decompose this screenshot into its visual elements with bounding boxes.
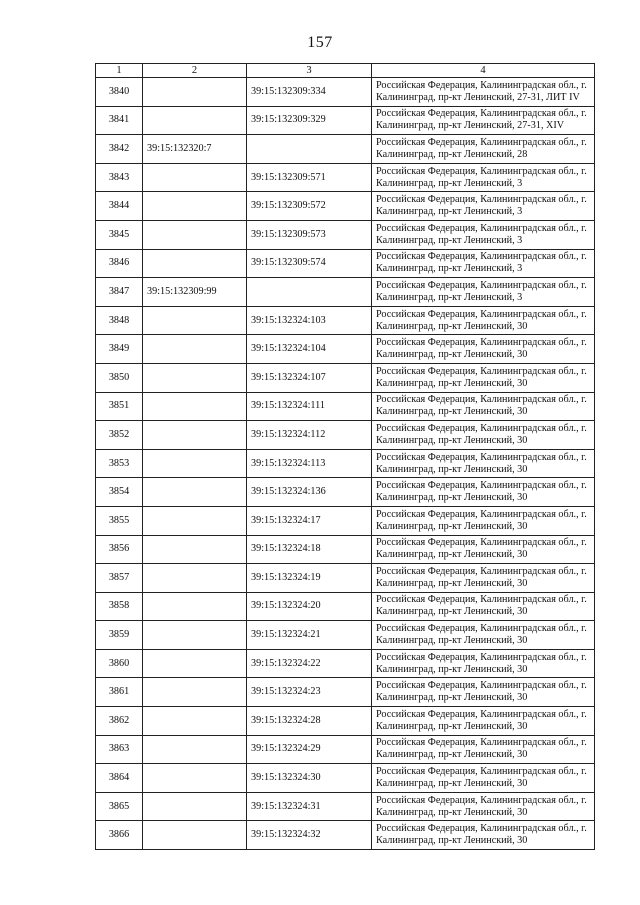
object-number-cell: 39:15:132324:112 — [247, 421, 372, 450]
parcel-number-cell — [143, 792, 247, 821]
object-number-cell: 39:15:132324:21 — [247, 621, 372, 650]
object-number-cell — [247, 135, 372, 164]
address-cell: Российская Федерация, Калининградская обл., г. Калининград, пр-кт Ленинский, 30 — [372, 792, 595, 821]
row-number-cell: 3848 — [96, 306, 143, 335]
parcel-number-cell — [143, 306, 247, 335]
object-number-cell: 39:15:132309:329 — [247, 106, 372, 135]
object-number-cell: 39:15:132309:334 — [247, 78, 372, 107]
row-number-cell: 3842 — [96, 135, 143, 164]
address-cell: Российская Федерация, Калининградская обл., г. Калининград, пр-кт Ленинский, 30 — [372, 735, 595, 764]
table-row — [96, 106, 595, 135]
address-cell: Российская Федерация, Калининградская обл., г. Калининград, пр-кт Ленинский, 30 — [372, 678, 595, 707]
parcel-number-cell — [143, 506, 247, 535]
table-row — [96, 764, 595, 793]
table-row — [96, 306, 595, 335]
object-number-cell: 39:15:132324:107 — [247, 363, 372, 392]
page-number: 157 — [307, 34, 333, 51]
parcel-number-cell — [143, 592, 247, 621]
row-number-cell: 3855 — [96, 506, 143, 535]
header-row — [96, 64, 595, 78]
address-cell: Российская Федерация, Калининградская обл., г. Калининград, пр-кт Ленинский, 27-31, XIV — [372, 106, 595, 135]
table-row — [96, 163, 595, 192]
table-row — [96, 735, 595, 764]
header-col-2: 2 — [143, 64, 247, 78]
parcel-number-cell — [143, 707, 247, 736]
parcel-number-cell — [143, 106, 247, 135]
object-number-cell: 39:15:132324:18 — [247, 535, 372, 564]
object-number-cell: 39:15:132324:103 — [247, 306, 372, 335]
row-number-cell: 3851 — [96, 392, 143, 421]
object-number-cell: 39:15:132309:572 — [247, 192, 372, 221]
table-row — [96, 564, 595, 593]
parcel-number-cell — [143, 764, 247, 793]
object-number-cell: 39:15:132324:30 — [247, 764, 372, 793]
address-cell: Российская Федерация, Калининградская обл., г. Калининград, пр-кт Ленинский, 30 — [372, 421, 595, 450]
table-row — [96, 506, 595, 535]
parcel-number-cell — [143, 249, 247, 278]
parcel-number-cell — [143, 220, 247, 249]
row-number-cell: 3856 — [96, 535, 143, 564]
table-row — [96, 78, 595, 107]
address-cell: Российская Федерация, Калининградская обл., г. Калининград, пр-кт Ленинский, 30 — [372, 363, 595, 392]
object-number-cell: 39:15:132324:22 — [247, 649, 372, 678]
table-row — [96, 821, 595, 850]
table-row — [96, 363, 595, 392]
row-number-cell: 3865 — [96, 792, 143, 821]
parcel-number-cell — [143, 363, 247, 392]
table-header — [96, 64, 595, 78]
address-cell: Российская Федерация, Калининградская обл., г. Калининград, пр-кт Ленинский, 3 — [372, 278, 595, 307]
address-cell: Российская Федерация, Калининградская обл., г. Калининград, пр-кт Ленинский, 27-31, ЛИТ IV — [372, 78, 595, 107]
row-number-cell: 3844 — [96, 192, 143, 221]
object-number-cell: 39:15:132324:17 — [247, 506, 372, 535]
address-cell: Российская Федерация, Калининградская обл., г. Калининград, пр-кт Ленинский, 30 — [372, 649, 595, 678]
address-cell: Российская Федерация, Калининградская обл., г. Калининград, пр-кт Ленинский, 30 — [372, 306, 595, 335]
parcel-number-cell — [143, 78, 247, 107]
table-row — [96, 449, 595, 478]
parcel-number-cell — [143, 335, 247, 364]
row-number-cell: 3864 — [96, 764, 143, 793]
address-cell: Российская Федерация, Калининградская обл., г. Калининград, пр-кт Ленинский, 3 — [372, 163, 595, 192]
table-row — [96, 649, 595, 678]
parcel-number-cell — [143, 163, 247, 192]
parcel-number-cell — [143, 421, 247, 450]
address-cell: Российская Федерация, Калининградская обл., г. Калининград, пр-кт Ленинский, 30 — [372, 392, 595, 421]
address-cell: Российская Федерация, Калининградская обл., г. Калининград, пр-кт Ленинский, 30 — [372, 821, 595, 850]
row-number-cell: 3845 — [96, 220, 143, 249]
table-row — [96, 335, 595, 364]
parcel-number-cell: 39:15:132309:99 — [143, 278, 247, 307]
table-row — [96, 249, 595, 278]
row-number-cell: 3859 — [96, 621, 143, 650]
header-col-4: 4 — [372, 64, 595, 78]
row-number-cell: 3860 — [96, 649, 143, 678]
table-row — [96, 278, 595, 307]
address-cell: Российская Федерация, Калининградская обл., г. Калининград, пр-кт Ленинский, 30 — [372, 335, 595, 364]
row-number-cell: 3858 — [96, 592, 143, 621]
header-col-1: 1 — [96, 64, 143, 78]
parcel-number-cell — [143, 735, 247, 764]
table-row — [96, 707, 595, 736]
object-number-cell: 39:15:132324:23 — [247, 678, 372, 707]
address-cell: Российская Федерация, Калининградская обл., г. Калининград, пр-кт Ленинский, 3 — [372, 192, 595, 221]
parcel-number-cell — [143, 678, 247, 707]
row-number-cell: 3852 — [96, 421, 143, 450]
parcel-number-cell — [143, 821, 247, 850]
table-row — [96, 220, 595, 249]
row-number-cell: 3846 — [96, 249, 143, 278]
row-number-cell: 3850 — [96, 363, 143, 392]
table-row — [96, 592, 595, 621]
registry-table — [95, 63, 595, 850]
row-number-cell: 3841 — [96, 106, 143, 135]
row-number-cell: 3861 — [96, 678, 143, 707]
parcel-number-cell — [143, 478, 247, 507]
object-number-cell: 39:15:132309:571 — [247, 163, 372, 192]
table-row — [96, 421, 595, 450]
parcel-number-cell: 39:15:132320:7 — [143, 135, 247, 164]
object-number-cell: 39:15:132309:573 — [247, 220, 372, 249]
table-row — [96, 192, 595, 221]
table-row — [96, 792, 595, 821]
parcel-number-cell — [143, 535, 247, 564]
address-cell: Российская Федерация, Калининградская обл., г. Калининград, пр-кт Ленинский, 30 — [372, 478, 595, 507]
table-row — [96, 535, 595, 564]
table-body — [96, 78, 595, 850]
object-number-cell: 39:15:132324:31 — [247, 792, 372, 821]
table-row — [96, 678, 595, 707]
object-number-cell — [247, 278, 372, 307]
object-number-cell: 39:15:132324:19 — [247, 564, 372, 593]
parcel-number-cell — [143, 649, 247, 678]
header-col-3: 3 — [247, 64, 372, 78]
table-row — [96, 135, 595, 164]
object-number-cell: 39:15:132324:32 — [247, 821, 372, 850]
address-cell: Российская Федерация, Калининградская обл., г. Калининград, пр-кт Ленинский, 30 — [372, 449, 595, 478]
parcel-number-cell — [143, 192, 247, 221]
address-cell: Российская Федерация, Калининградская обл., г. Калининград, пр-кт Ленинский, 3 — [372, 249, 595, 278]
address-cell: Российская Федерация, Калининградская обл., г. Калининград, пр-кт Ленинский, 28 — [372, 135, 595, 164]
address-cell: Российская Федерация, Калининградская обл., г. Калининград, пр-кт Ленинский, 30 — [372, 592, 595, 621]
address-cell: Российская Федерация, Калининградская обл., г. Калининград, пр-кт Ленинский, 3 — [372, 220, 595, 249]
object-number-cell: 39:15:132324:104 — [247, 335, 372, 364]
address-cell: Российская Федерация, Калининградская обл., г. Калининград, пр-кт Ленинский, 30 — [372, 621, 595, 650]
row-number-cell: 3862 — [96, 707, 143, 736]
table-row — [96, 621, 595, 650]
parcel-number-cell — [143, 564, 247, 593]
row-number-cell: 3843 — [96, 163, 143, 192]
address-cell: Российская Федерация, Калининградская обл., г. Калининград, пр-кт Ленинский, 30 — [372, 564, 595, 593]
parcel-number-cell — [143, 621, 247, 650]
table-row — [96, 392, 595, 421]
object-number-cell: 39:15:132324:113 — [247, 449, 372, 478]
table-row — [96, 478, 595, 507]
row-number-cell: 3866 — [96, 821, 143, 850]
object-number-cell: 39:15:132324:28 — [247, 707, 372, 736]
parcel-number-cell — [143, 449, 247, 478]
address-cell: Российская Федерация, Калининградская обл., г. Калининград, пр-кт Ленинский, 30 — [372, 764, 595, 793]
object-number-cell: 39:15:132324:29 — [247, 735, 372, 764]
row-number-cell: 3857 — [96, 564, 143, 593]
object-number-cell: 39:15:132324:111 — [247, 392, 372, 421]
object-number-cell: 39:15:132324:136 — [247, 478, 372, 507]
row-number-cell: 3863 — [96, 735, 143, 764]
parcel-number-cell — [143, 392, 247, 421]
row-number-cell: 3847 — [96, 278, 143, 307]
row-number-cell: 3854 — [96, 478, 143, 507]
row-number-cell: 3840 — [96, 78, 143, 107]
object-number-cell: 39:15:132309:574 — [247, 249, 372, 278]
address-cell: Российская Федерация, Калининградская обл., г. Калининград, пр-кт Ленинский, 30 — [372, 535, 595, 564]
object-number-cell: 39:15:132324:20 — [247, 592, 372, 621]
row-number-cell: 3849 — [96, 335, 143, 364]
address-cell: Российская Федерация, Калининградская обл., г. Калининград, пр-кт Ленинский, 30 — [372, 506, 595, 535]
row-number-cell: 3853 — [96, 449, 143, 478]
address-cell: Российская Федерация, Калининградская обл., г. Калининград, пр-кт Ленинский, 30 — [372, 707, 595, 736]
